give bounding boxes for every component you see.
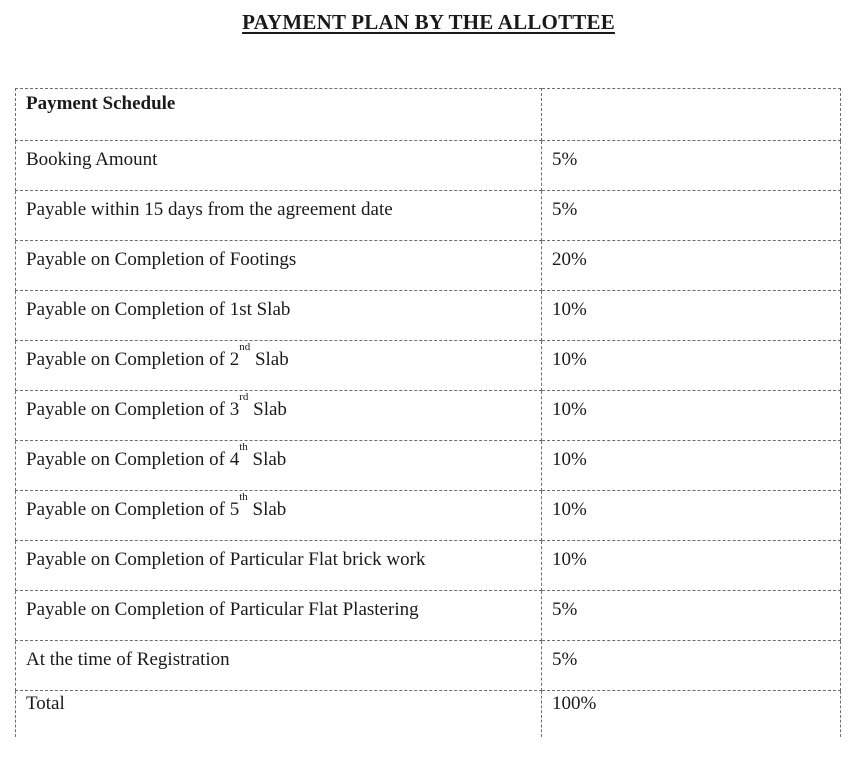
- row-label-suffix: Slab: [250, 349, 289, 370]
- table-row: [16, 641, 841, 691]
- row-label: Payable on Completion of Particular Flat brick work: [16, 541, 542, 591]
- header-label-cell: Payment Schedule: [16, 89, 542, 141]
- table-row: [16, 391, 841, 441]
- ordinal-suffix: rd: [239, 391, 249, 403]
- row-label-suffix: Slab: [247, 499, 287, 520]
- row-value: 10%: [542, 541, 841, 591]
- row-label: [16, 441, 542, 491]
- payment-schedule-table: [15, 88, 841, 737]
- table-row: [16, 591, 841, 641]
- row-label-prefix: Payable on Completion of 4: [26, 449, 240, 470]
- row-label: Payable on Completion of 1st Slab: [16, 291, 542, 341]
- table-row: [16, 341, 841, 391]
- table-row: [16, 541, 841, 591]
- row-label: Booking Amount: [16, 141, 542, 191]
- row-label-prefix: Payable on Completion of 5: [26, 499, 240, 520]
- row-label-suffix: Slab: [248, 399, 287, 420]
- row-value: 10%: [542, 491, 841, 541]
- row-value: 10%: [542, 441, 841, 491]
- header-value-cell: [542, 89, 841, 141]
- table-row: [16, 291, 841, 341]
- ordinal-suffix: nd: [239, 341, 251, 353]
- row-label: [16, 391, 542, 441]
- row-value: 10%: [542, 391, 841, 441]
- page-title-text: PAYMENT PLAN BY THE ALLOTTEE: [242, 10, 615, 34]
- row-value: 10%: [542, 291, 841, 341]
- row-value: 5%: [542, 591, 841, 641]
- row-label: [16, 491, 542, 541]
- ordinal-suffix: th: [239, 491, 248, 503]
- total-value: 100%: [542, 691, 841, 737]
- table-row: [16, 241, 841, 291]
- row-label-prefix: Payable on Completion of 3: [26, 399, 240, 420]
- table-row: [16, 441, 841, 491]
- table-total-row: [16, 691, 841, 737]
- row-value: 5%: [542, 141, 841, 191]
- row-value: 20%: [542, 241, 841, 291]
- total-label: Total: [16, 691, 542, 737]
- row-label-suffix: Slab: [247, 449, 287, 470]
- row-label: At the time of Registration: [16, 641, 542, 691]
- row-label: [16, 341, 542, 391]
- ordinal-suffix: th: [239, 441, 248, 453]
- page-title: [0, 8, 857, 36]
- row-value: 10%: [542, 341, 841, 391]
- table-row: [16, 191, 841, 241]
- row-value: 5%: [542, 641, 841, 691]
- table-row: [16, 141, 841, 191]
- row-label-prefix: Payable on Completion of 2: [26, 349, 240, 370]
- row-label: Payable within 15 days from the agreement date: [16, 191, 542, 241]
- table-header-row: [16, 89, 841, 141]
- table-row: [16, 491, 841, 541]
- row-value: 5%: [542, 191, 841, 241]
- row-label: Payable on Completion of Footings: [16, 241, 542, 291]
- row-label: Payable on Completion of Particular Flat Plastering: [16, 591, 542, 641]
